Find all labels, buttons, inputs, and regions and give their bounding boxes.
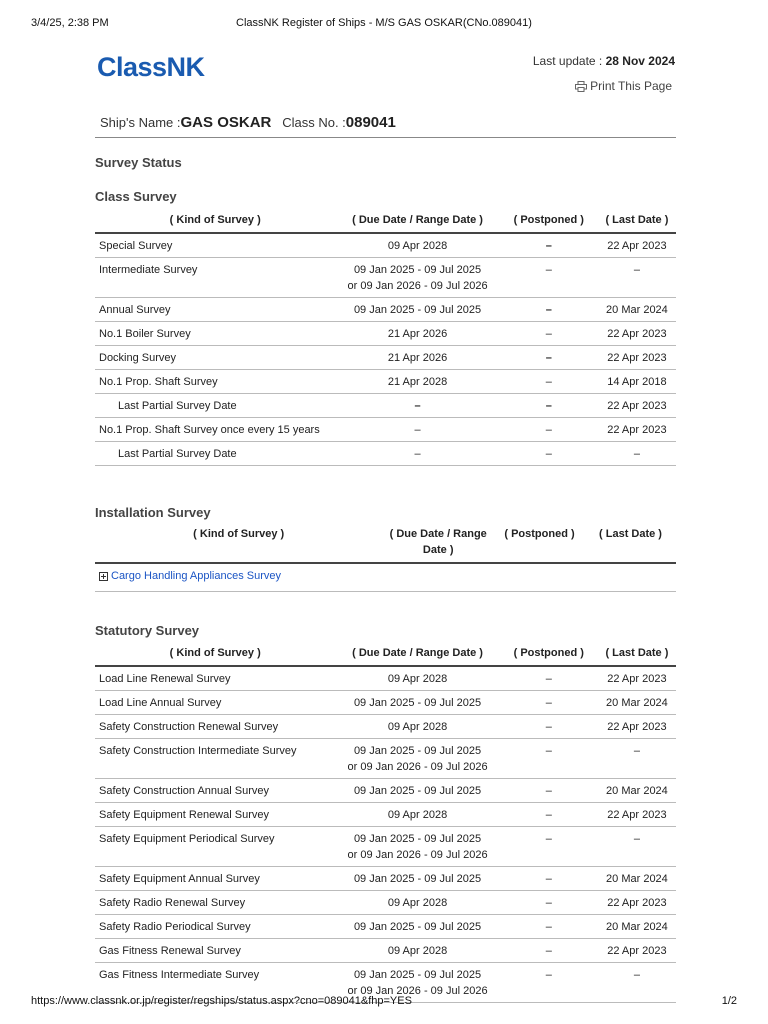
table-header-row	[95, 209, 676, 233]
kind-cell: Gas Fitness Renewal Survey	[95, 939, 335, 963]
column-header-postponed: ( Postponed )	[494, 523, 585, 563]
kind-cell: Last Partial Survey Date	[95, 442, 335, 466]
classnk-logo[interactable]: ClassNK	[97, 52, 205, 82]
statutory-survey-table	[95, 642, 676, 1003]
ship-name-value: GAS OSKAR	[180, 114, 272, 131]
table-row	[95, 394, 676, 418]
table-row	[95, 233, 676, 258]
print-page-link[interactable]	[575, 79, 672, 93]
kind-cell: Gas Fitness Intermediate Survey	[95, 963, 335, 1003]
last-date-cell: 22 Apr 2023	[598, 803, 676, 827]
due-cell: 09 Apr 2028	[335, 666, 499, 691]
last-update	[533, 54, 675, 68]
due-cell: –	[335, 418, 499, 442]
due-range-2: or 09 Jan 2026 - 09 Jul 2026	[347, 849, 488, 861]
print-page-label: Print This Page	[590, 79, 672, 93]
last-date-cell: 20 Mar 2024	[598, 867, 676, 891]
column-header-kind: ( Kind of Survey )	[95, 642, 335, 666]
class-no-label: Class No. :	[282, 115, 346, 130]
due-range-1: 09 Jan 2025 - 09 Jul 2025	[353, 745, 482, 757]
table-row	[95, 867, 676, 891]
column-header-kind: ( Kind of Survey )	[95, 523, 382, 563]
last-date-cell: 14 Apr 2018	[598, 370, 676, 394]
postponed-cell: –	[500, 891, 598, 915]
table-header-row	[95, 523, 676, 563]
kind-cell: Safety Construction Renewal Survey	[95, 715, 335, 739]
last-date-cell: –	[598, 258, 676, 298]
cargo-handling-label: Cargo Handling Appliances Survey	[111, 570, 281, 582]
due-cell: 21 Apr 2026	[335, 322, 499, 346]
installation-survey-table	[95, 523, 676, 592]
postponed-cell: –	[500, 418, 598, 442]
table-row	[95, 322, 676, 346]
last-date-cell: 22 Apr 2023	[598, 891, 676, 915]
kind-cell: No.1 Boiler Survey	[95, 322, 335, 346]
kind-cell: Safety Construction Annual Survey	[95, 779, 335, 803]
kind-cell: Intermediate Survey	[95, 258, 335, 298]
kind-cell: Annual Survey	[95, 298, 335, 322]
ship-info	[95, 114, 676, 138]
table-row	[95, 298, 676, 322]
column-header-last: ( Last Date )	[598, 209, 676, 233]
due-range-1: 09 Jan 2025 - 09 Jul 2025	[353, 969, 482, 981]
postponed-cell: –	[500, 939, 598, 963]
last-date-cell: 20 Mar 2024	[598, 779, 676, 803]
due-cell: 09 Jan 2025 - 09 Jul 2025	[335, 867, 499, 891]
last-date-cell: 22 Apr 2023	[598, 939, 676, 963]
last-date-cell: 22 Apr 2023	[598, 394, 676, 418]
due-cell: 09 Apr 2028	[335, 715, 499, 739]
due-cell: 09 Apr 2028	[335, 939, 499, 963]
due-cell: 09 Jan 2025 - 09 Jul 2025	[335, 779, 499, 803]
postponed-cell: –	[500, 827, 598, 867]
expandable-row	[95, 563, 676, 591]
due-cell	[335, 258, 499, 298]
kind-cell: Special Survey	[95, 233, 335, 258]
postponed-cell: –	[500, 803, 598, 827]
survey-status-heading: Survey Status	[95, 155, 182, 170]
postponed-cell: –	[500, 715, 598, 739]
kind-cell: Load Line Annual Survey	[95, 691, 335, 715]
last-date-cell: 20 Mar 2024	[598, 915, 676, 939]
print-title: ClassNK Register of Ships - M/S GAS OSKAR(CNo.089041)	[236, 17, 532, 29]
postponed-cell: –	[500, 370, 598, 394]
due-range-1: 09 Jan 2025 - 09 Jul 2025	[353, 833, 482, 845]
due-cell: 09 Apr 2028	[335, 803, 499, 827]
last-date-cell: –	[598, 963, 676, 1003]
last-date-cell: 22 Apr 2023	[598, 233, 676, 258]
last-date-cell: –	[598, 827, 676, 867]
cargo-handling-expand-link[interactable]	[99, 568, 281, 584]
page-url: https://www.classnk.or.jp/register/regships/status.aspx?cno=089041&fhp=YES	[31, 995, 412, 1007]
table-row	[95, 418, 676, 442]
postponed-cell: –	[500, 779, 598, 803]
due-cell	[335, 739, 499, 779]
last-date-cell: –	[598, 739, 676, 779]
due-cell: 21 Apr 2026	[335, 346, 499, 370]
table-row	[95, 891, 676, 915]
due-range-1: 09 Jan 2025 - 09 Jul 2025	[353, 264, 482, 276]
last-date-cell: 22 Apr 2023	[598, 346, 676, 370]
last-update-value: 28 Nov 2024	[605, 54, 675, 68]
column-header-due: ( Due Date / Range Date )	[382, 523, 494, 563]
postponed-cell: –	[500, 394, 598, 418]
due-cell: –	[335, 394, 499, 418]
postponed-cell: –	[500, 666, 598, 691]
table-row	[95, 563, 676, 591]
table-row	[95, 666, 676, 691]
table-row	[95, 803, 676, 827]
page-number: 1/2	[721, 995, 737, 1007]
class-survey-title: Class Survey	[95, 189, 177, 204]
last-date-cell: 20 Mar 2024	[598, 691, 676, 715]
table-row	[95, 346, 676, 370]
table-row	[95, 258, 676, 298]
last-date-cell: 22 Apr 2023	[598, 322, 676, 346]
postponed-cell: –	[500, 233, 598, 258]
table-row	[95, 370, 676, 394]
postponed-cell: –	[500, 739, 598, 779]
class-survey-table	[95, 209, 676, 466]
print-datetime: 3/4/25, 2:38 PM	[31, 17, 109, 29]
table-row	[95, 739, 676, 779]
last-date-cell: 22 Apr 2023	[598, 666, 676, 691]
column-header-due: ( Due Date / Range Date )	[335, 642, 499, 666]
ship-name-label: Ship's Name :	[100, 115, 181, 130]
table-row	[95, 715, 676, 739]
due-cell: 09 Jan 2025 - 09 Jul 2025	[335, 298, 499, 322]
kind-cell: Last Partial Survey Date	[95, 394, 335, 418]
postponed-cell: –	[500, 298, 598, 322]
column-header-last: ( Last Date )	[598, 642, 676, 666]
due-cell: 09 Jan 2025 - 09 Jul 2025	[335, 915, 499, 939]
last-update-label: Last update :	[532, 54, 606, 68]
postponed-cell: –	[500, 963, 598, 1003]
due-cell: 09 Jan 2025 - 09 Jul 2025	[335, 691, 499, 715]
kind-cell: Load Line Renewal Survey	[95, 666, 335, 691]
expand-plus-icon[interactable]	[99, 572, 108, 581]
due-cell	[335, 827, 499, 867]
column-header-postponed: ( Postponed )	[500, 209, 598, 233]
kind-cell: Docking Survey	[95, 346, 335, 370]
class-no-value: 089041	[345, 114, 396, 131]
postponed-cell: –	[500, 322, 598, 346]
due-range-2: or 09 Jan 2026 - 09 Jul 2026	[347, 280, 488, 292]
column-header-due: ( Due Date / Range Date )	[335, 209, 499, 233]
last-date-cell: 20 Mar 2024	[598, 298, 676, 322]
table-row	[95, 915, 676, 939]
last-date-cell: 22 Apr 2023	[598, 418, 676, 442]
postponed-cell: –	[500, 691, 598, 715]
kind-cell: No.1 Prop. Shaft Survey	[95, 370, 335, 394]
table-row	[95, 779, 676, 803]
postponed-cell: –	[500, 258, 598, 298]
kind-cell: Safety Equipment Renewal Survey	[95, 803, 335, 827]
last-date-cell: 22 Apr 2023	[598, 715, 676, 739]
postponed-cell: –	[500, 915, 598, 939]
due-range-2: or 09 Jan 2026 - 09 Jul 2026	[347, 985, 488, 997]
kind-cell: Safety Radio Periodical Survey	[95, 915, 335, 939]
due-cell: 09 Apr 2028	[335, 891, 499, 915]
table-row	[95, 827, 676, 867]
kind-cell: Safety Construction Intermediate Survey	[95, 739, 335, 779]
kind-cell: Safety Radio Renewal Survey	[95, 891, 335, 915]
printer-icon	[575, 81, 587, 92]
due-cell: –	[335, 442, 499, 466]
due-cell: 09 Apr 2028	[335, 233, 499, 258]
kind-cell: No.1 Prop. Shaft Survey once every 15 years	[95, 418, 335, 442]
postponed-cell: –	[500, 346, 598, 370]
due-cell: 21 Apr 2028	[335, 370, 499, 394]
last-date-cell: –	[598, 442, 676, 466]
column-header-kind: ( Kind of Survey )	[95, 209, 335, 233]
column-header-postponed: ( Postponed )	[500, 642, 598, 666]
table-row	[95, 691, 676, 715]
statutory-survey-title: Statutory Survey	[95, 623, 200, 638]
postponed-cell: –	[500, 867, 598, 891]
kind-cell: Safety Equipment Periodical Survey	[95, 827, 335, 867]
table-row	[95, 939, 676, 963]
table-row	[95, 442, 676, 466]
installation-survey-title: Installation Survey	[95, 505, 211, 520]
postponed-cell: –	[500, 442, 598, 466]
due-range-2: or 09 Jan 2026 - 09 Jul 2026	[347, 761, 488, 773]
column-header-last: ( Last Date )	[585, 523, 676, 563]
table-header-row	[95, 642, 676, 666]
kind-cell: Safety Equipment Annual Survey	[95, 867, 335, 891]
